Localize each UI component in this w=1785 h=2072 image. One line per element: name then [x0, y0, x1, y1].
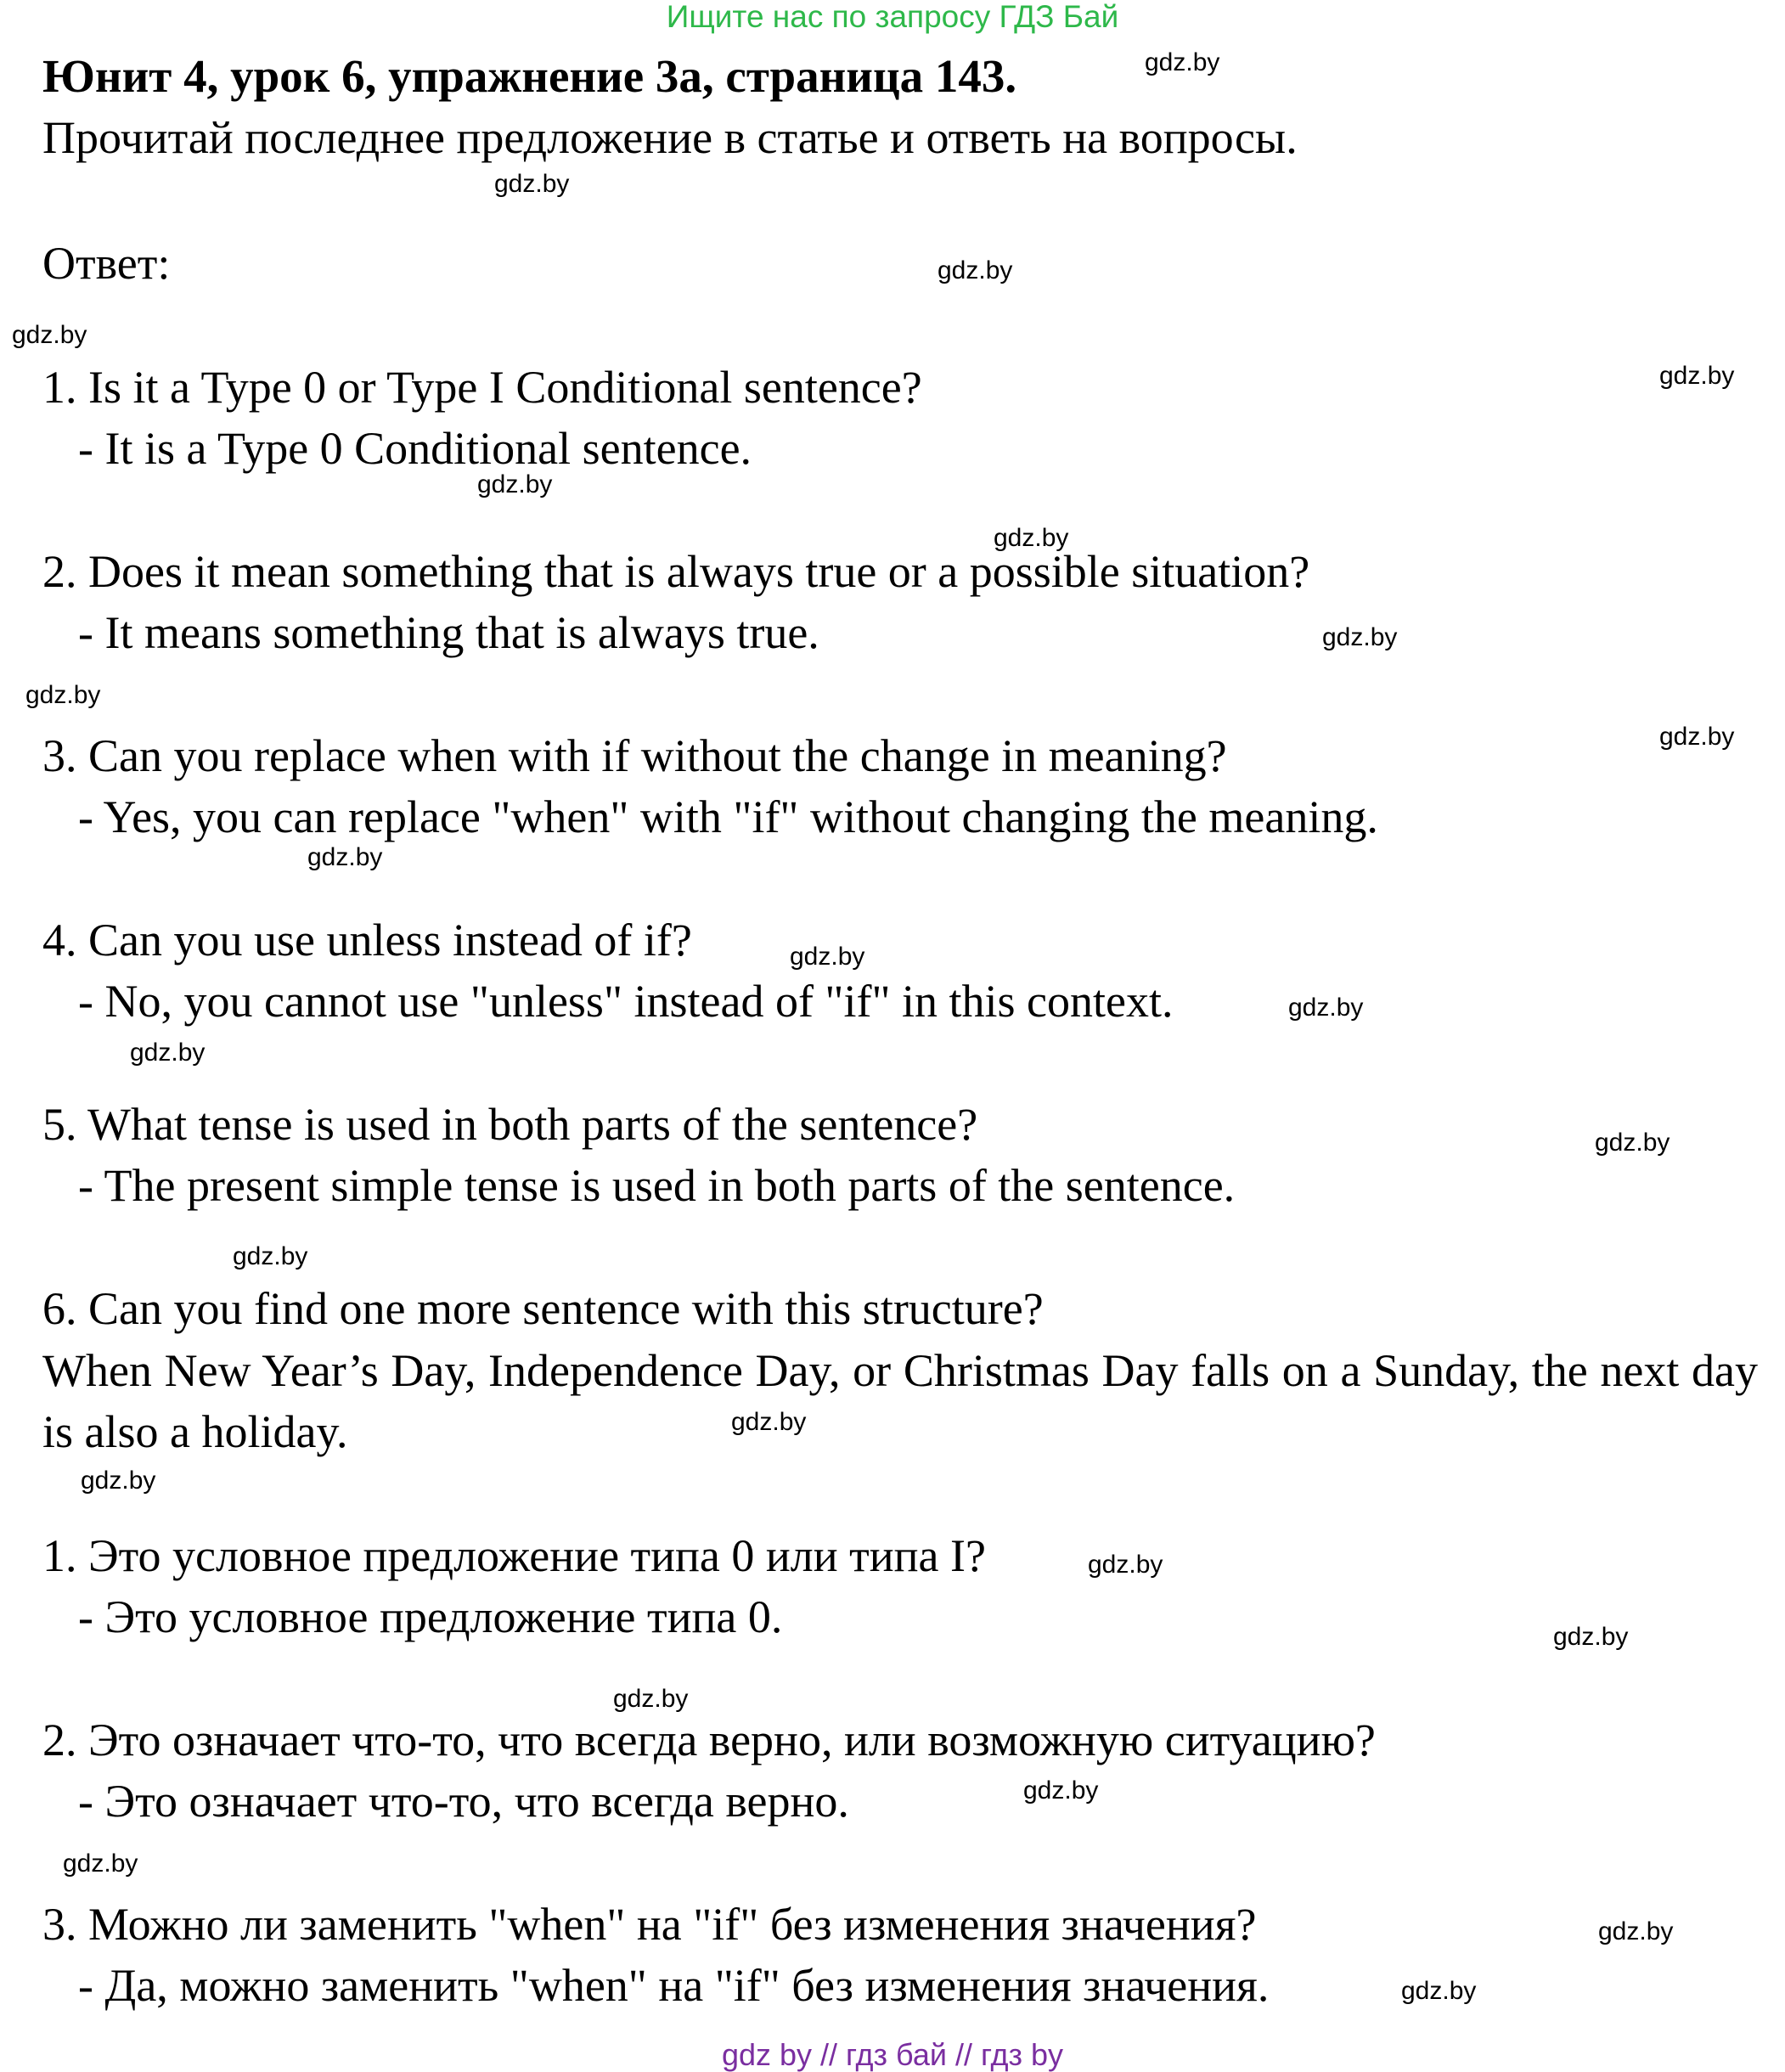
watermark: gdz.by	[1553, 1623, 1629, 1651]
watermark: gdz.by	[233, 1242, 308, 1270]
watermark: gdz.by	[1595, 1129, 1670, 1157]
watermark: gdz.by	[1023, 1776, 1099, 1805]
watermark: gdz.by	[494, 170, 570, 198]
answer-en-6: When New Year’s Day, Independence Day, or Christmas Day falls on a Sunday, the next day is also a holiday.	[42, 1345, 1758, 1457]
answer-en-3: - Yes, you can replace "when" with "if" without changing the meaning.	[78, 791, 1378, 842]
watermark: gdz.by	[130, 1039, 206, 1067]
watermark: gdz.by	[81, 1467, 156, 1495]
watermark: gdz.by	[1659, 723, 1735, 751]
answer-en-5: - The present simple tense is used in both parts of the sentence.	[78, 1160, 1236, 1211]
watermark: gdz.by	[1288, 994, 1364, 1022]
watermark: gdz.by	[731, 1408, 807, 1436]
question-en-5: 5. What tense is used in both parts of the sentence?	[42, 1099, 978, 1150]
watermark: gdz.by	[1088, 1551, 1163, 1579]
question-en-3: 3. Can you replace when with if without the change in meaning?	[42, 730, 1227, 781]
watermark: gdz.by	[25, 681, 101, 709]
watermark: gdz.by	[1598, 1917, 1674, 1945]
watermark: gdz.by	[1401, 1977, 1477, 2005]
answer-en-4: - No, you cannot use "unless" instead of "if" in this context.	[78, 976, 1174, 1027]
question-ru-1: 1. Это условное предложение типа 0 или типа I?	[42, 1530, 986, 1581]
question-en-4: 4. Can you use unless instead of if?	[42, 915, 692, 966]
watermark: gdz.by	[307, 843, 383, 871]
question-ru-2: 2. Это означает что-то, что всегда верно, или возможную ситуацию?	[42, 1714, 1376, 1765]
watermark: gdz.by	[12, 321, 87, 349]
question-en-1: 1. Is it a Type 0 or Type I Conditional sentence?	[42, 362, 922, 413]
answer-ru-1: - Это условное предложение типа 0.	[78, 1591, 783, 1642]
watermark: gdz.by	[477, 470, 553, 498]
top-banner: Ищите нас по запросу ГДЗ Бай	[666, 0, 1119, 34]
watermark: gdz.by	[790, 943, 865, 971]
watermark: gdz.by	[1145, 48, 1220, 76]
question-en-2: 2. Does it mean something that is always true or a possible situation?	[42, 546, 1310, 597]
answer-label: Ответ:	[42, 238, 171, 289]
page-title: Юнит 4, урок 6, упражнение 3а, страница 143.	[42, 50, 1017, 102]
answer-en-2: - It means something that is always true.	[78, 607, 819, 658]
answer-ru-3: - Да, можно заменить "when" на "if" без изменения значения.	[78, 1960, 1270, 2011]
watermark: gdz.by	[63, 1850, 138, 1878]
answer-en-1: - It is a Type 0 Conditional sentence.	[78, 423, 752, 474]
footer-links: gdz by // гдз бай // гдз by	[721, 2037, 1064, 2072]
question-en-6: 6. Can you find one more sentence with this structure?	[42, 1283, 1044, 1334]
watermark: gdz.by	[1659, 362, 1735, 390]
instruction: Прочитай последнее предложение в статье и ответь на вопросы.	[42, 112, 1298, 163]
watermark: gdz.by	[1322, 623, 1398, 651]
watermark: gdz.by	[994, 524, 1069, 552]
answer-ru-2: - Это означает что-то, что всегда верно.	[78, 1776, 849, 1827]
question-ru-3: 3. Можно ли заменить "when" на "if" без изменения значения?	[42, 1899, 1257, 1950]
watermark: gdz.by	[613, 1685, 689, 1713]
watermark: gdz.by	[938, 256, 1013, 284]
